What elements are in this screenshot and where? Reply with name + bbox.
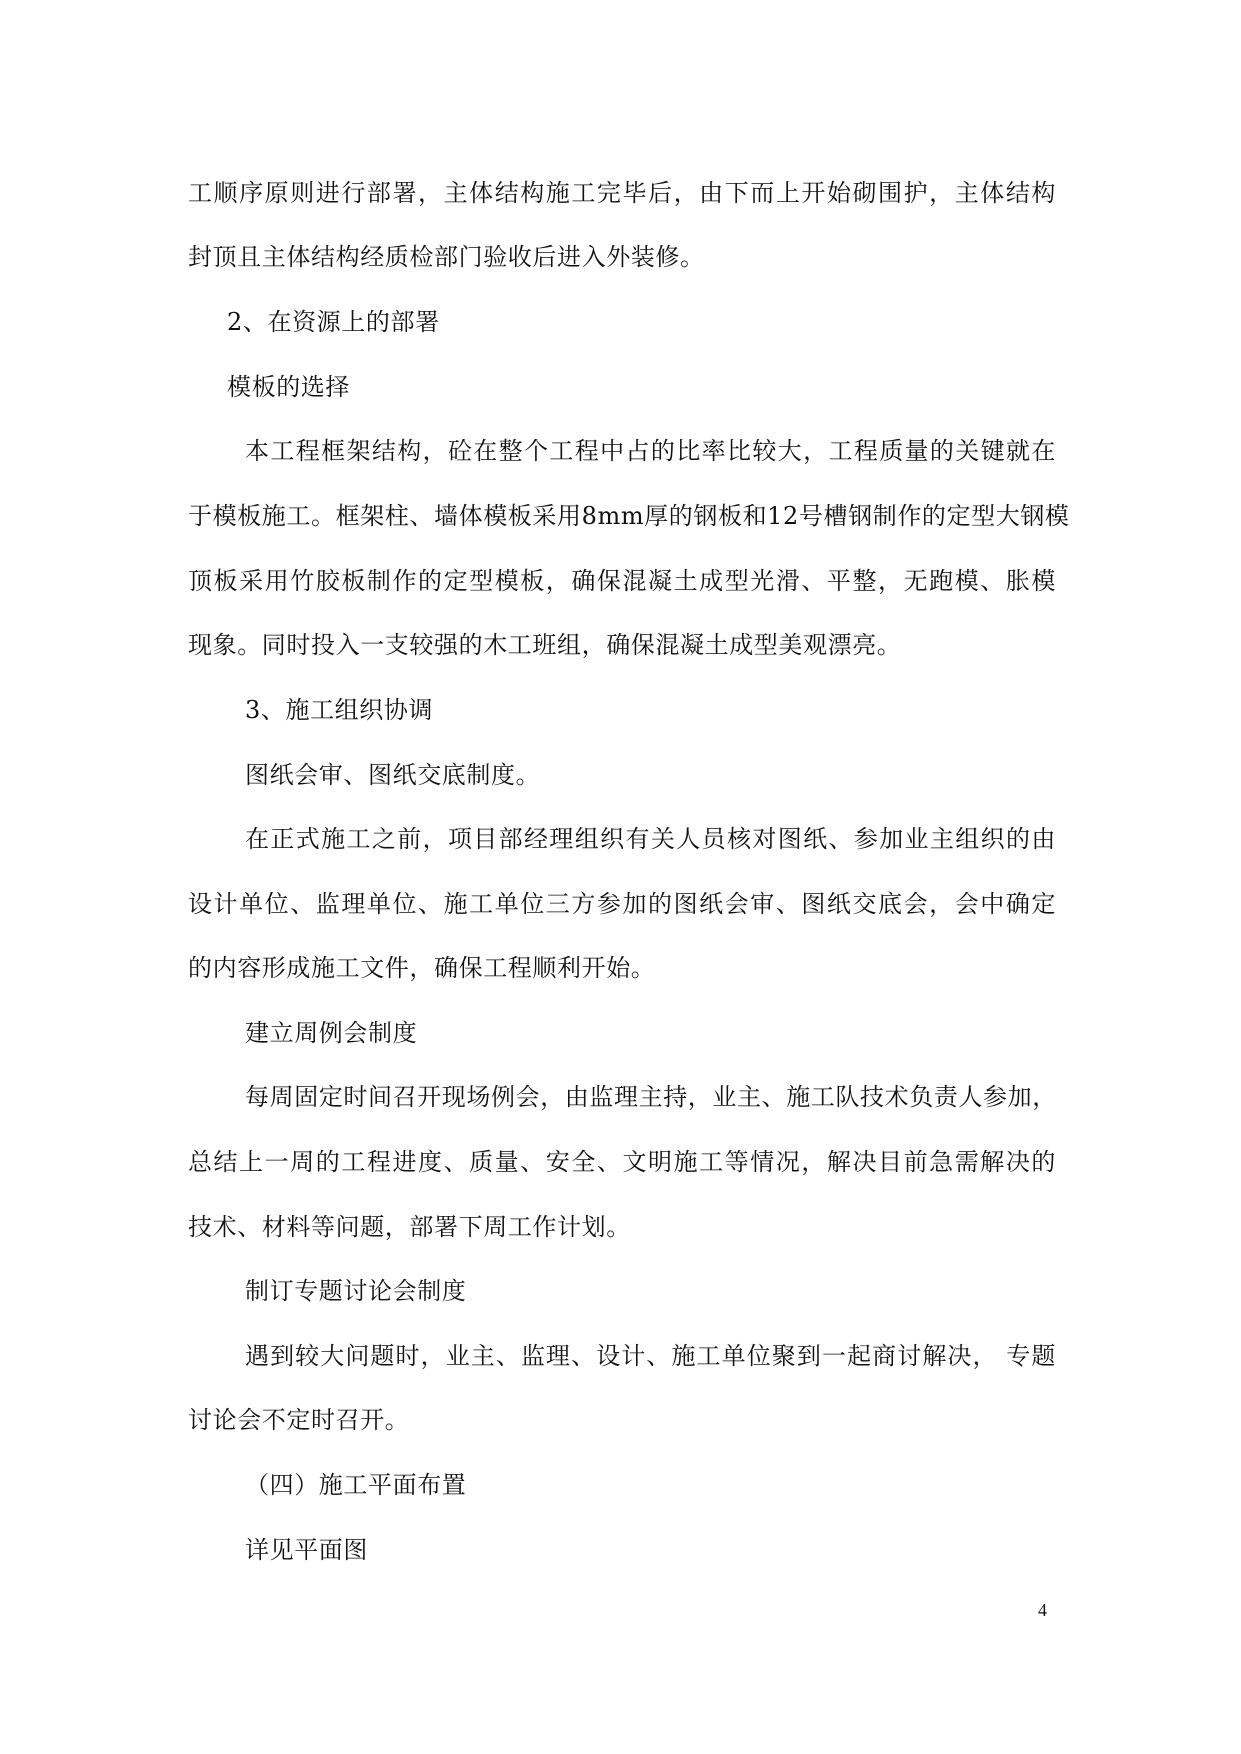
- body-line: 本工程框架结构，砼在整个工程中占的比率比较大，工程质量的关键就在: [245, 437, 1056, 465]
- body-line: 顶板采用竹胶板制作的定型模板，确保混凝土成型光滑、平整，无跑模、胀模: [188, 567, 1056, 595]
- body-line: 于模板施工。框架柱、墙体模板采用8mm厚的钢板和12号槽钢制作的定型大钢模: [188, 502, 1070, 530]
- section-heading: 2、在资源上的部署: [227, 308, 440, 336]
- page-number: 4: [1038, 1600, 1047, 1620]
- body-line: 技术、材料等问题，部署下周工作计划。: [188, 1213, 631, 1241]
- body-line: 总结上一周的工程进度、质量、安全、文明施工等情况，解决目前急需解决的: [188, 1148, 1056, 1176]
- body-line: 现象。同时投入一支较强的木工班组，确保混凝土成型美观漂亮。: [188, 631, 902, 659]
- body-line: 的内容形成施工文件，确保工程顺利开始。: [188, 954, 656, 982]
- body-line: 遇到较大问题时，业主、监理、设计、施工单位聚到一起商讨解决， 专题: [245, 1342, 1056, 1370]
- body-line: 每周固定时间召开现场例会，由监理主持，业主、施工队技术负责人参加，: [245, 1083, 1057, 1111]
- section-heading: 3、施工组织协调: [245, 696, 434, 724]
- subheading: 模板的选择: [227, 373, 350, 401]
- body-line: 详见平面图: [245, 1536, 368, 1564]
- subheading: 建立周例会制度: [245, 1019, 418, 1047]
- body-line: 在正式施工之前，项目部经理组织有关人员核对图纸、参加业主组织的由: [245, 825, 1056, 853]
- subheading: 图纸会审、图纸交底制度。: [245, 761, 541, 789]
- body-line: 讨论会不定时召开。: [188, 1406, 410, 1434]
- body-line: 工顺序原则进行部署，主体结构施工完毕后，由下而上开始砌围护，主体结构: [188, 179, 1056, 207]
- section-heading: （四）施工平面布置: [245, 1471, 467, 1499]
- body-line: 封顶且主体结构经质检部门验收后进入外装修。: [188, 243, 705, 271]
- subheading: 制订专题讨论会制度: [245, 1277, 467, 1305]
- body-line: 设计单位、监理单位、施工单位三方参加的图纸会审、图纸交底会，会中确定: [188, 890, 1056, 918]
